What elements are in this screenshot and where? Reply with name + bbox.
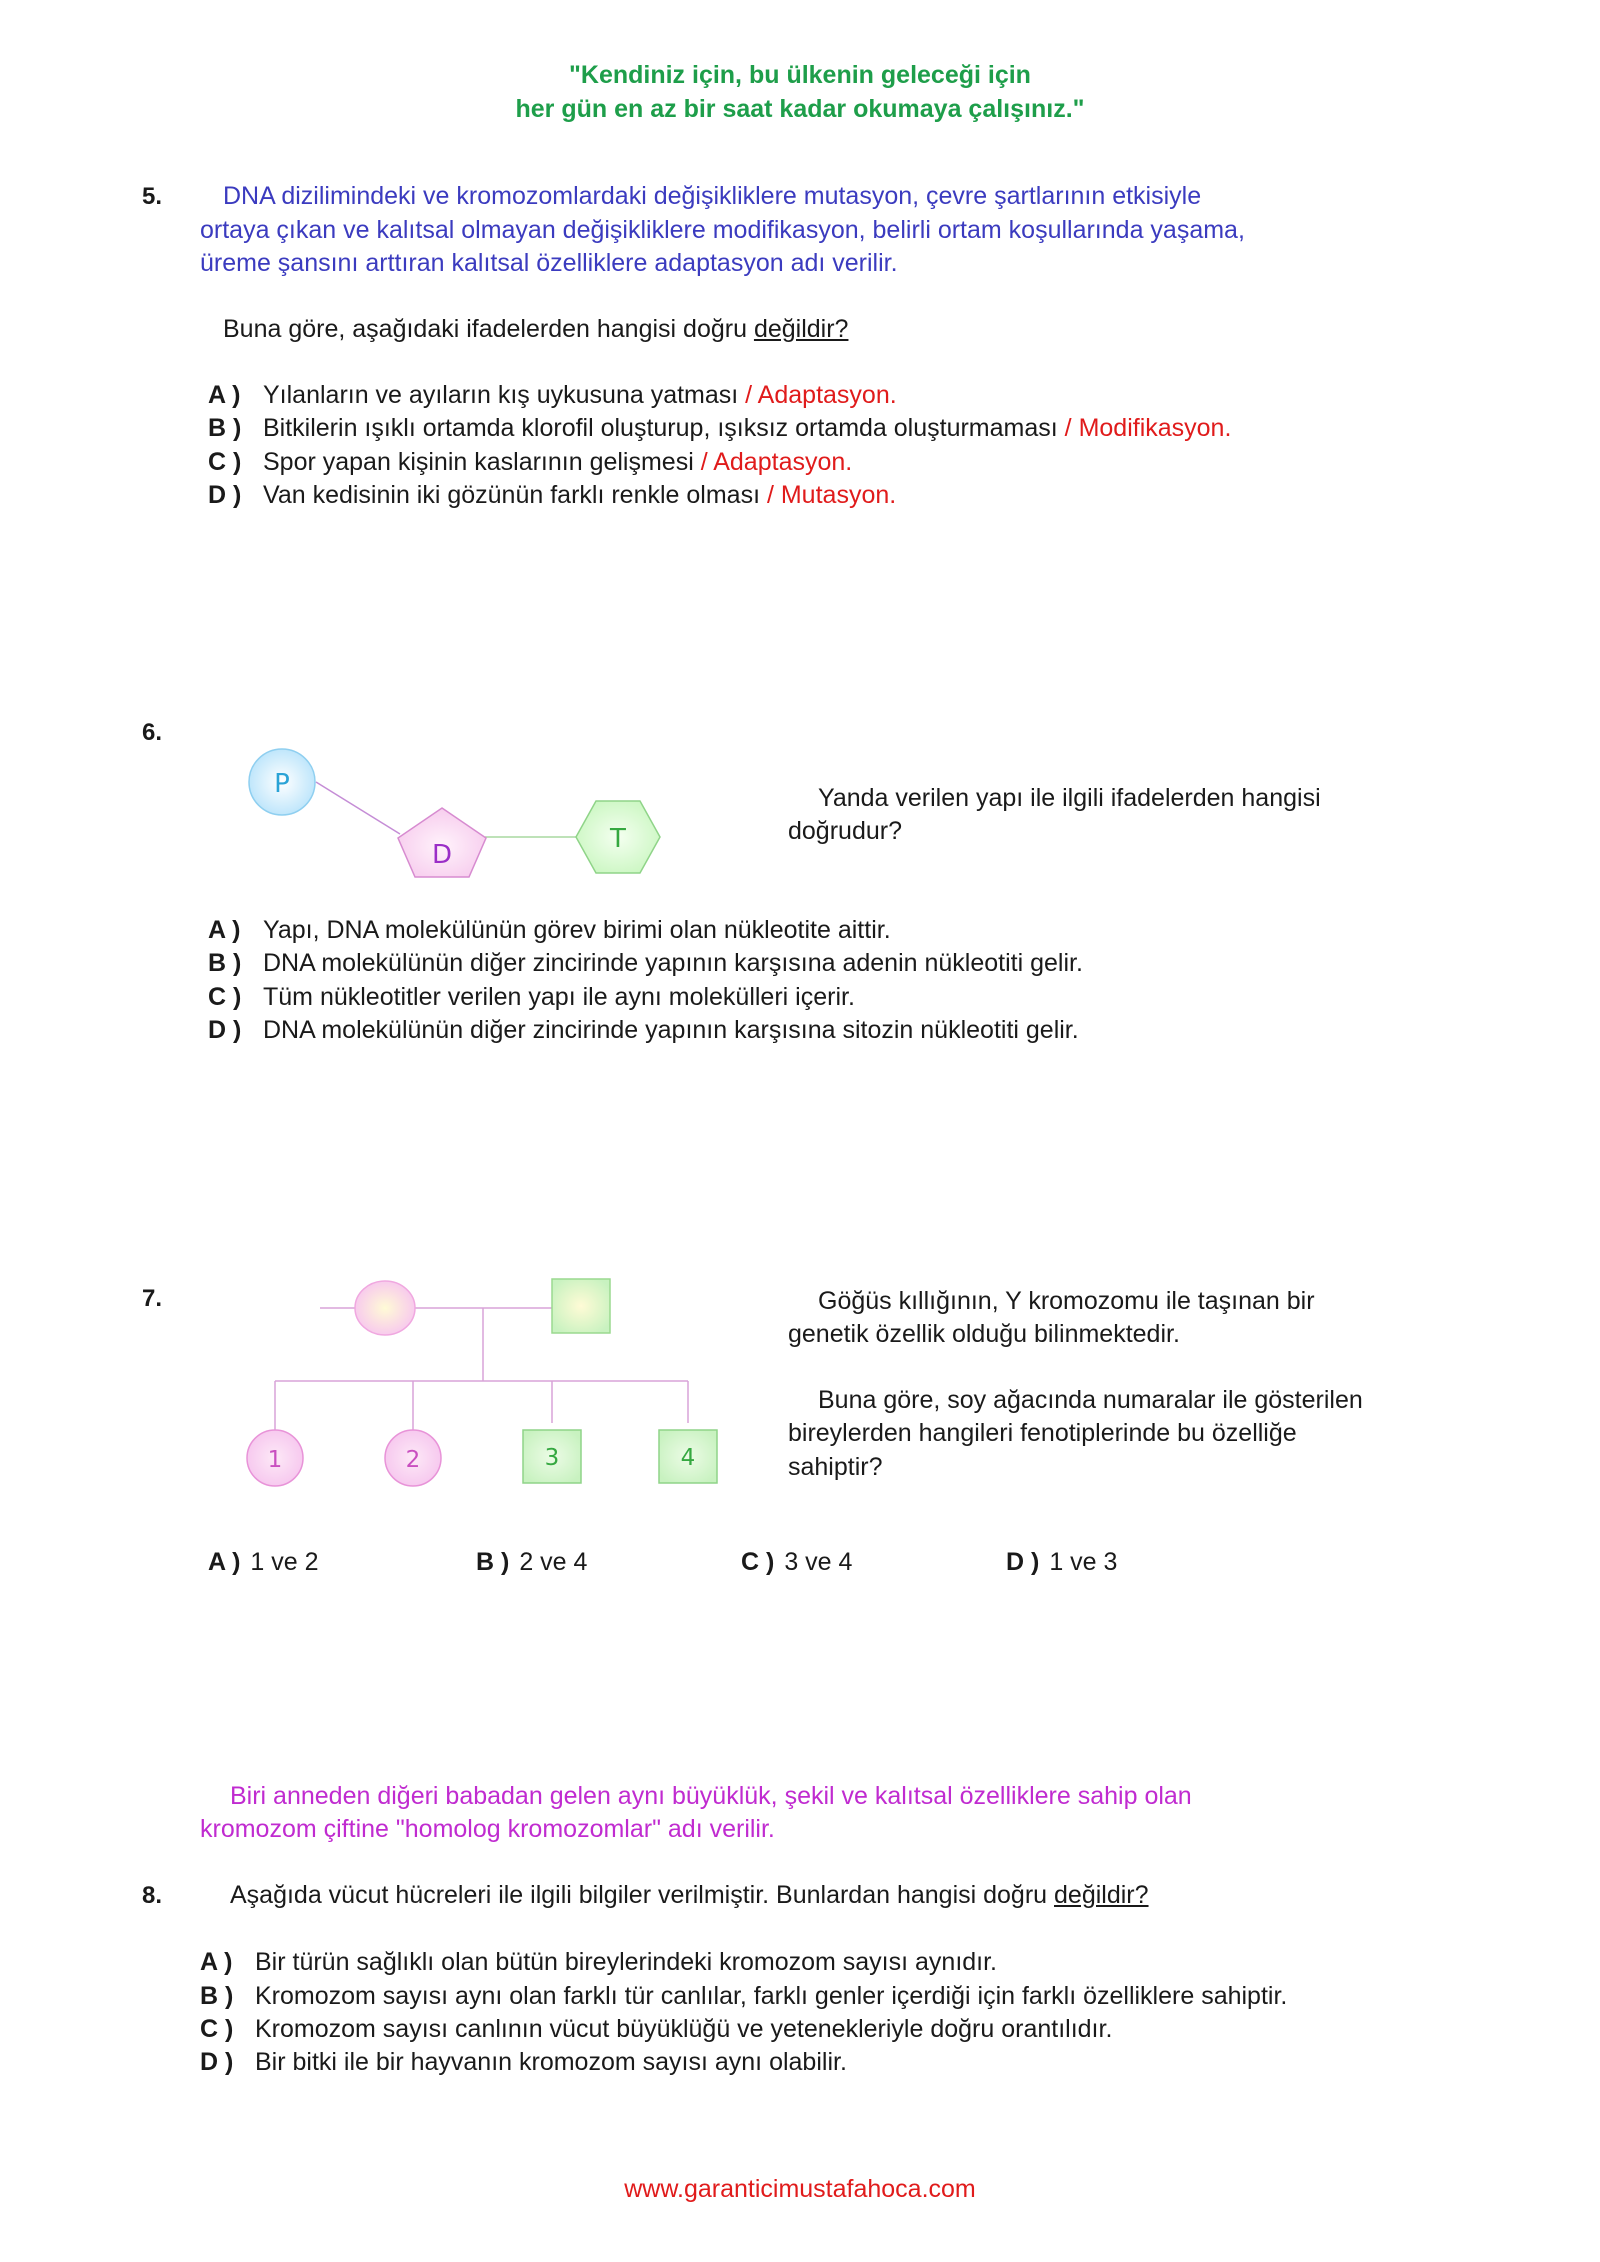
option-label: B ) [476, 1548, 510, 1576]
q6-option-d[interactable] [208, 1014, 1079, 1047]
option-label: A ) [208, 1548, 241, 1576]
q5-option-a[interactable] [208, 379, 897, 412]
option-label: B ) [208, 949, 242, 977]
q7-text-line-1: Göğüs kıllığının, Y kromozomu ile taşınan bir [818, 1287, 1315, 1315]
mother-circle [355, 1281, 415, 1335]
option-label: D ) [200, 2048, 234, 2076]
option-text: DNA molekülünün diğer zincirinde yapının karşısına sitozin nükleotiti gelir. [263, 1016, 1079, 1044]
option-label: D ) [208, 1016, 242, 1044]
q7-text-line-4: bireylerden hangileri fenotiplerinde bu özelliğe [788, 1419, 1297, 1447]
q5-option-b[interactable] [208, 412, 1231, 445]
q7-option-c[interactable] [741, 1548, 852, 1577]
q6-option-c[interactable] [208, 981, 855, 1014]
motto-line-1: "Kendiniz için, bu ülkenin geleceği için [569, 61, 1031, 89]
option-text: DNA molekülünün diğer zincirinde yapının karşısına adenin nükleotiti gelir. [263, 949, 1083, 977]
q8-info-line-2: kromozom çiftine "homolog kromozomlar" adı verilir. [200, 1815, 775, 1843]
nucleotide-diagram [230, 735, 680, 895]
q6-option-a[interactable] [208, 914, 891, 947]
q5-question-prefix: Buna göre, aşağıdaki ifadelerden hangisi doğru [223, 315, 754, 343]
q5-question [223, 313, 848, 346]
option-text: 1 ve 3 [1049, 1548, 1118, 1576]
pedigree-chart [230, 1265, 730, 1495]
option-text: 3 ve 4 [784, 1548, 853, 1576]
q7-text-line-5: sahiptir? [788, 1453, 883, 1481]
option-label: C ) [208, 983, 242, 1011]
q8-option-b[interactable] [200, 1980, 1287, 2013]
q5-option-d[interactable] [208, 479, 896, 512]
question-number: 7. [142, 1285, 163, 1312]
individual-number: 1 [267, 1447, 283, 1473]
option-text: Yapı, DNA molekülünün görev birimi olan nükleotite aittir. [263, 916, 891, 944]
option-label: C ) [741, 1548, 775, 1576]
bond-line [316, 782, 400, 834]
option-label: B ) [208, 414, 242, 442]
q6-question-line-1: Yanda verilen yapı ile ilgili ifadelerden hangisi [818, 784, 1321, 812]
base-label: T [610, 824, 626, 854]
option-label: A ) [200, 1948, 233, 1976]
option-text: Tüm nükleotitler verilen yapı ile aynı molekülleri içerir. [263, 983, 855, 1011]
q8-question [230, 1879, 1149, 1912]
q6-question-line-2: doğrudur? [788, 817, 902, 845]
q8-question-underlined: değildir? [1054, 1881, 1149, 1909]
option-text: Yılanların ve ayıların kış uykusuna yatması [263, 381, 746, 409]
individual-number: 3 [544, 1445, 560, 1471]
individual-number: 2 [405, 1447, 421, 1473]
motto-line-2: her gün en az bir saat kadar okumaya çalışınız." [515, 95, 1085, 123]
option-label: A ) [208, 381, 241, 409]
option-text: Kromozom sayısı aynı olan farklı tür canlılar, farklı genler içerdiği için farklı özelliklere sahiptir. [255, 1982, 1288, 2010]
q7-option-d[interactable] [1006, 1548, 1117, 1577]
q5-intro-line-1: DNA dizilimindeki ve kromozomlardaki değişikliklere mutasyon, çevre şartlarının etkisiyle [223, 182, 1202, 210]
option-text: Bitkilerin ışıklı ortamda klorofil oluşturup, ışıksız ortamda oluşturmaması [263, 414, 1065, 442]
option-label: C ) [208, 448, 242, 476]
q5-option-c[interactable] [208, 446, 852, 479]
q7-option-b[interactable] [476, 1548, 587, 1577]
option-answer: / Adaptasyon. [700, 448, 853, 476]
question-number: 5. [142, 183, 163, 210]
option-text: Bir türün sağlıklı olan bütün bireylerindeki kromozom sayısı aynıdır. [255, 1948, 998, 1976]
option-text: Bir bitki ile bir hayvanın kromozom sayısı aynı olabilir. [255, 2048, 847, 2076]
option-label: B ) [200, 1982, 234, 2010]
q5-question-underlined: değildir? [753, 315, 849, 343]
father-square [552, 1279, 610, 1333]
q8-option-d[interactable] [200, 2046, 847, 2079]
individual-number: 4 [680, 1445, 696, 1471]
question-number: 8. [142, 1882, 163, 1909]
q8-info-line-1: Biri anneden diğeri babadan gelen aynı büyüklük, şekil ve kalıtsal özelliklere sahip olan [230, 1782, 1192, 1810]
option-answer: / Adaptasyon. [745, 381, 897, 409]
option-text: Spor yapan kişinin kaslarının gelişmesi [263, 448, 701, 476]
q5-intro-line-3: üreme şansını arttıran kalıtsal özelliklere adaptasyon adı verilir. [200, 249, 898, 277]
q7-option-a[interactable] [208, 1548, 319, 1577]
q7-text-line-2: genetik özellik olduğu bilinmektedir. [788, 1320, 1180, 1348]
option-label: D ) [1006, 1548, 1040, 1576]
q8-option-c[interactable] [200, 2013, 1112, 2046]
footer-url[interactable]: www.garanticimustafahoca.com [624, 2175, 976, 2203]
option-answer: / Modifikasyon. [1064, 414, 1232, 442]
q8-option-a[interactable] [200, 1946, 997, 1979]
option-text: 1 ve 2 [250, 1548, 319, 1576]
q6-option-b[interactable] [208, 947, 1083, 980]
sugar-label: D [431, 840, 453, 870]
option-label: C ) [200, 2015, 234, 2043]
option-text: Kromozom sayısı canlının vücut büyüklüğü ve yetenekleriyle doğru orantılıdır. [255, 2015, 1113, 2043]
q7-text-line-3: Buna göre, soy ağacında numaralar ile gösterilen [818, 1386, 1363, 1414]
option-label: D ) [208, 481, 242, 509]
option-label: A ) [208, 916, 241, 944]
question-number: 6. [142, 719, 163, 746]
phosphate-label: P [274, 769, 290, 799]
q8-question-prefix: Aşağıda vücut hücreleri ile ilgili bilgiler verilmiştir. Bunlardan hangisi doğru [230, 1881, 1055, 1909]
option-text: Van kedisinin iki gözünün farklı renkle olması [263, 481, 767, 509]
option-text: 2 ve 4 [519, 1548, 588, 1576]
option-answer: / Mutasyon. [766, 481, 897, 509]
q5-intro-line-2: ortaya çıkan ve kalıtsal olmayan değişikliklere modifikasyon, belirli ortam koşullarında yaşama, [200, 216, 1245, 244]
